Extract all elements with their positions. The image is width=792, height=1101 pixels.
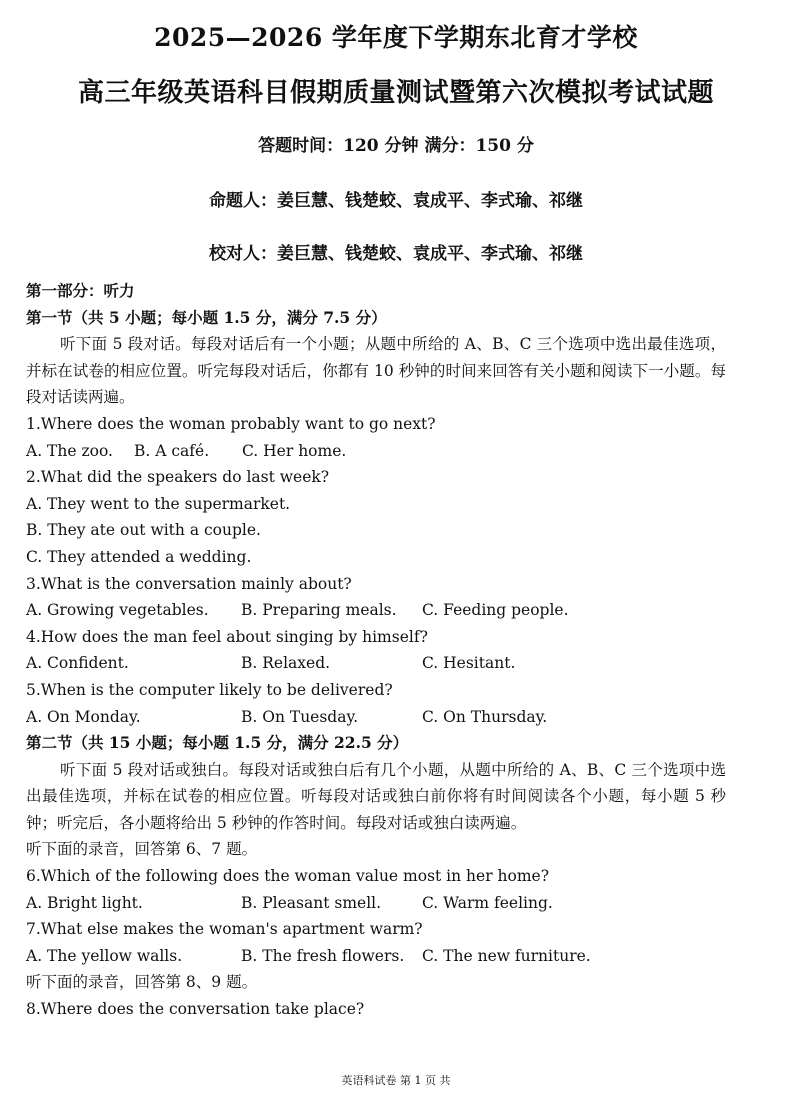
option-c: C. Hesitant. [422,654,516,673]
section1-title: 第一节（共 5 小题；每小题 1.5 分，满分 7.5 分） [26,307,387,327]
option-b: B. A café. [134,441,210,460]
group-note-8-9: 听下面的录音，回答第 8、9 题。 [26,973,258,992]
question-5: 5.When is the computer likely to be delivered? [26,680,393,699]
question-8: 8.Where does the conversation take place? [26,1000,365,1019]
question-6: 6.Which of the following does the woman value most in her home? [26,867,550,886]
group-note-6-7: 听下面的录音，回答第 6、7 题。 [26,840,258,859]
section2-title: 第二节（共 15 小题；每小题 1.5 分，满分 22.5 分） [26,733,409,753]
question-2: 2.What did the speakers do last week? [26,468,330,487]
option-c: C. Her home. [242,441,347,460]
option-a: A. Confident. [26,654,129,673]
option-a: A. The yellow walls. [26,946,183,965]
authors: 命题人：姜巨慧、钱楚蛟、袁成平、李式瑜、祁继 [209,191,583,211]
option-b: B. The fresh flowers. [241,946,405,965]
question-7: 7.What else makes the woman's apartment warm? [26,920,423,939]
options-3 [26,597,726,624]
option-c: C. Warm feeling. [422,893,553,912]
option-b: B. Preparing meals. [241,601,397,620]
option-a: A. They went to the supermarket. [26,494,291,513]
option-c: C. Feeding people. [422,601,569,620]
exam-content [26,278,726,1023]
option-a: A. The zoo. [26,441,113,460]
question-4: 4.How does the man feel about singing by himself? [26,627,428,646]
options-6 [26,890,726,917]
option-a: A. Bright light. [26,893,143,912]
option-b: B. Pleasant smell. [241,893,382,912]
exam-title: 高三年级英语科目假期质量测试暨第六次模拟考试试题 [77,78,714,108]
question-1: 1.Where does the woman probably want to go next? [26,414,436,433]
options-4 [26,650,726,677]
option-a: A. Growing vegetables. [26,601,209,620]
option-c: C. They attended a wedding. [26,547,252,566]
section2-instructions: 听下面 5 段对话或独白。每段对话或独白后有几个小题，从题中所给的 A、B、C 三个选项中选出最佳选项，并标在试卷的相应位置。听每段对话或独白前你将有时间阅读各个小题，每小题 5 秒钟；听完后，各小题将给出 5 秒钟的作答时间。每段对话或独白读两遍。 [26,760,726,832]
options-1 [26,438,726,465]
option-b: B. Relaxed. [241,654,331,673]
page-footer: 英语科试卷 第 1 页 共 [341,1074,451,1087]
school-title: 2025—2026 学年度下学期东北育才学校 [154,23,638,52]
option-c: C. On Thursday. [422,707,548,726]
options-5 [26,704,726,731]
option-b: B. On Tuesday. [241,707,359,726]
question-3: 3.What is the conversation mainly about? [26,574,352,593]
option-a: A. On Monday. [26,707,141,726]
option-b: B. They ate out with a couple. [26,521,261,540]
options-7 [26,943,726,970]
option-c: C. The new furniture. [422,946,591,965]
time-info: 答题时间：120 分钟 满分：150 分 [258,136,534,156]
section1-instructions: 听下面 5 段对话。每段对话后有一个小题；从题中所给的 A、B、C 三个选项中选出最佳选项，并标在试卷的相应位置。听完每段对话后，你都有 10 秒钟的时间来回答有关小题和阅读下一小题。每段对话读两遍。 [26,335,726,407]
proofreaders: 校对人：姜巨慧、钱楚蛟、袁成平、李式瑜、祁继 [209,244,583,264]
part-title: 第一部分：听力 [26,281,135,300]
